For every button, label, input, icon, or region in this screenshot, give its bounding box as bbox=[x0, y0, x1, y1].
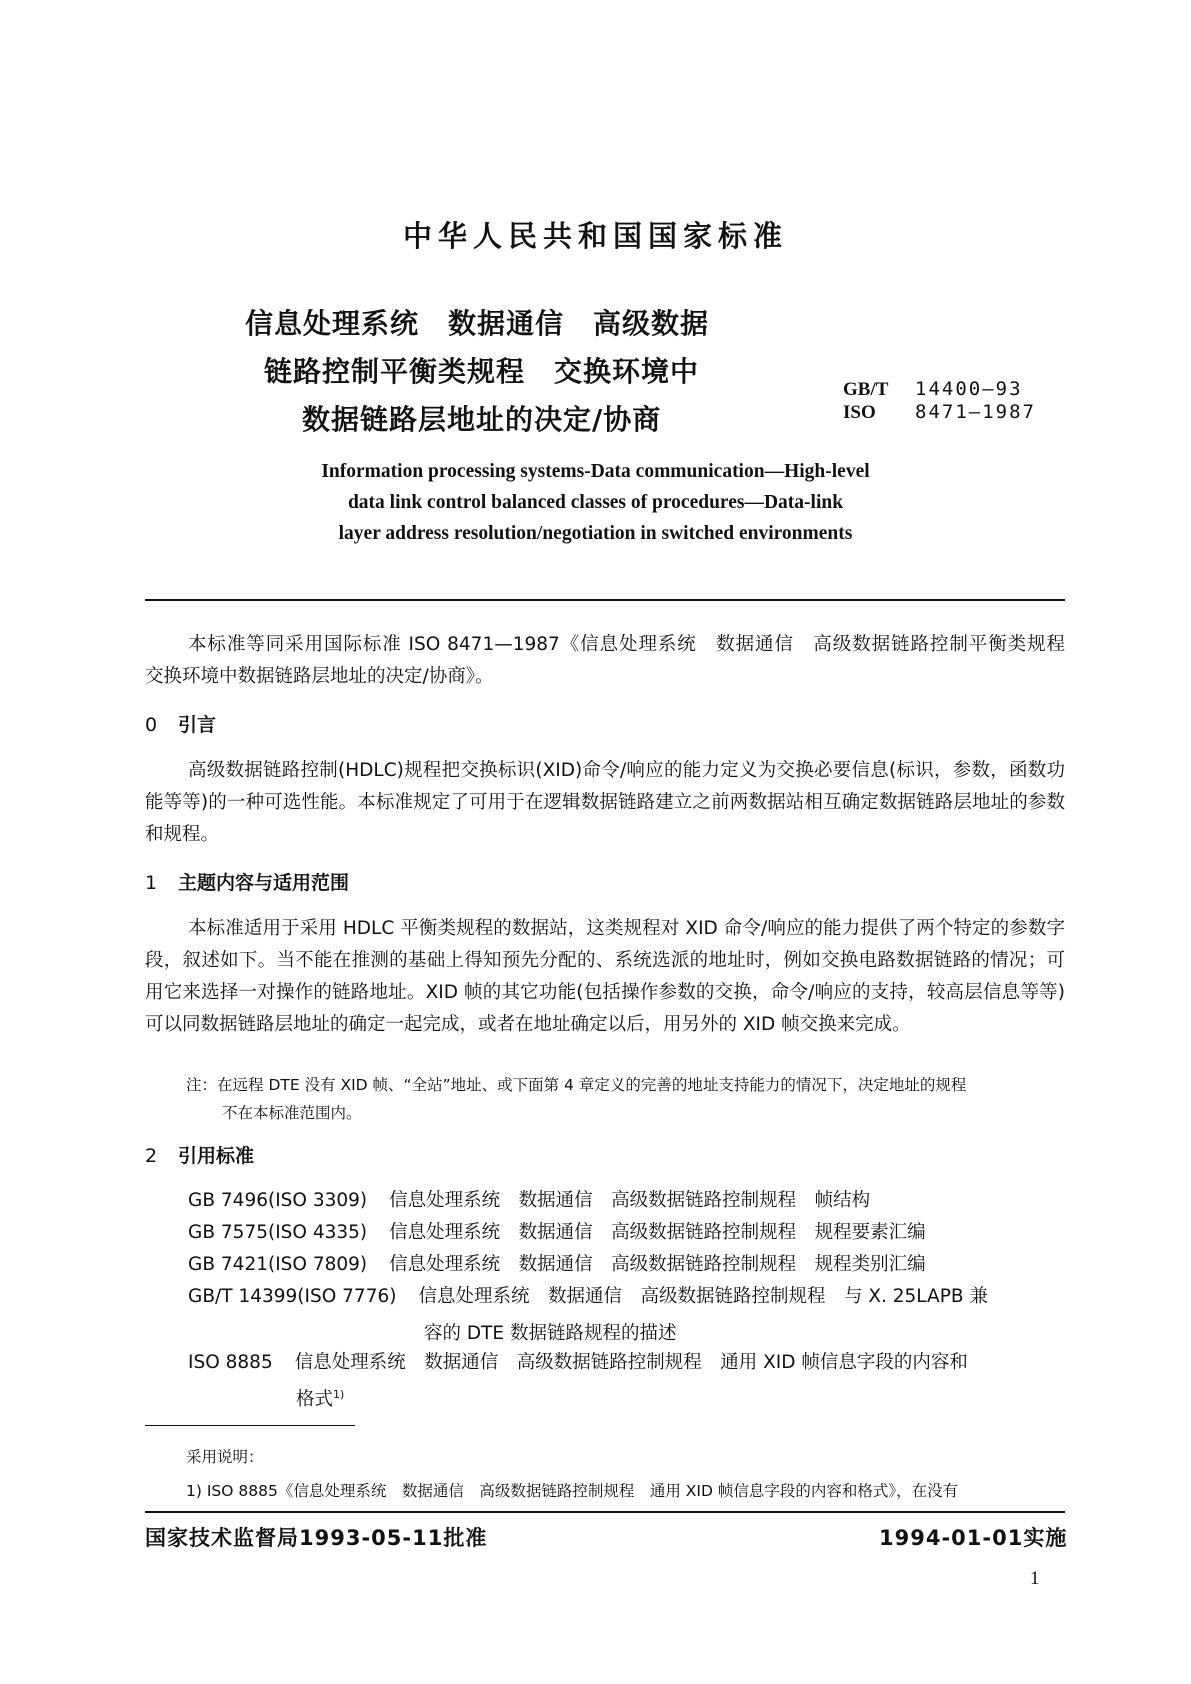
english-title-line-3: layer address resolution/negotiation in switched environments bbox=[338, 523, 853, 544]
section-0-number: 0 bbox=[145, 714, 158, 736]
section-0-title: 引言 bbox=[178, 714, 217, 736]
reference-continuation bbox=[296, 1385, 344, 1411]
reference-title: 信息处理系统 数据通信 高级数据链路控制规程 帧结构 bbox=[389, 1190, 871, 1211]
gbt-code-line bbox=[843, 378, 1036, 401]
section-2-number: 2 bbox=[145, 1145, 158, 1167]
footer-divider bbox=[145, 1511, 1065, 1513]
section-1-paragraph: 本标准适用于采用 HDLC 平衡类规程的数据站，这类规程对 XID 命令/响应的能力提供了两个特定的参数字段，叙述如下。当不能在推测的基础上得知预先分配的、系统选派的地址时，例如交换电路数据链路的情况；可用它来选择一对操作的链路地址。XID 帧的其它功能(包括操作参数的交换，命令/响应的支持，较高层信息等等)可以同数据链路层地址的确定一起完成，或者在地址确定以后，用另外的 XID 帧交换来完成。 bbox=[145, 918, 1065, 1035]
reference-code: GB/T 14399(ISO 7776) bbox=[188, 1286, 397, 1307]
chinese-title-line-1: 信息处理系统 数据通信 高级数据 bbox=[245, 307, 710, 340]
reference-item bbox=[188, 1185, 870, 1217]
standard-code-block bbox=[843, 378, 1036, 424]
reference-code: ISO 8885 bbox=[188, 1352, 273, 1373]
reference-item bbox=[188, 1281, 988, 1313]
footnote-marker[interactable]: 1) bbox=[333, 1387, 345, 1401]
note-line-1 bbox=[186, 1071, 1065, 1099]
reference-item bbox=[188, 1217, 926, 1249]
reference-title: 信息处理系统 数据通信 高级数据链路控制规程 规程要素汇编 bbox=[389, 1222, 926, 1243]
effective-date-line: 1994-01-01实施 bbox=[879, 1526, 1068, 1550]
iso-code-value: 8471—1987 bbox=[915, 401, 1036, 423]
reference-continuation-text: 格式 bbox=[296, 1389, 334, 1410]
gbt-code-value: 14400—93 bbox=[915, 378, 1023, 400]
section-2-heading bbox=[145, 1141, 254, 1168]
iso-code-label: ISO bbox=[843, 402, 876, 423]
english-title-line-2: data link control balanced classes of procedures—Data-link bbox=[347, 492, 844, 513]
note-label: 注： bbox=[186, 1076, 218, 1094]
footnote-label: 采用说明： bbox=[186, 1448, 264, 1466]
section-1-note bbox=[186, 1071, 1065, 1127]
section-1-title: 主题内容与适用范围 bbox=[178, 872, 350, 894]
footnote-marker-label: 1) bbox=[186, 1482, 202, 1500]
footnote-divider bbox=[145, 1425, 355, 1426]
note-line-2: 不在本标准范围内。 bbox=[222, 1104, 362, 1122]
intro-paragraph: 本标准等同采用国际标准 ISO 8471—1987《信息处理系统 数据通信 高级数据链路控制平衡类规程 交换环境中数据链路层地址的决定/协商》。 bbox=[145, 634, 1084, 687]
reference-code: GB 7496(ISO 3309) bbox=[188, 1190, 368, 1211]
section-2-title: 引用标准 bbox=[178, 1145, 255, 1167]
reference-title: 信息处理系统 数据通信 高级数据链路控制规程 规程类别汇编 bbox=[389, 1254, 926, 1275]
footnote-text-line bbox=[186, 1479, 958, 1501]
footnote-text: ISO 8885《信息处理系统 数据通信 高级数据链路控制规程 通用 XID 帧信息字段的内容和格式》，在没有 bbox=[206, 1482, 959, 1500]
page-number: 1 bbox=[1030, 1568, 1040, 1589]
reference-code: GB 7421(ISO 7809) bbox=[188, 1254, 368, 1275]
reference-item bbox=[188, 1347, 968, 1379]
chinese-title-line-2: 链路控制平衡类规程 交换环境中 bbox=[264, 355, 700, 388]
reference-continuation: 容的 DTE 数据链路规程的描述 bbox=[424, 1323, 677, 1344]
reference-code: GB 7575(ISO 4335) bbox=[188, 1222, 368, 1243]
section-0-heading bbox=[145, 710, 216, 737]
note-line-1-text: 在远程 DTE 没有 XID 帧、“全站”地址、或下面第 4 章定义的完善的地址支持能力的情况下，决定地址的规程 bbox=[217, 1076, 967, 1094]
section-1-number: 1 bbox=[145, 872, 158, 894]
gbt-code-label: GB/T bbox=[843, 379, 889, 400]
reference-title: 信息处理系统 数据通信 高级数据链路控制规程 与 X. 25LAPB 兼 bbox=[418, 1286, 988, 1307]
header-divider bbox=[145, 599, 1065, 601]
iso-code-line bbox=[843, 401, 1036, 424]
english-title-line-1: Information processing systems-Data communication—High-level bbox=[321, 461, 870, 482]
reference-title: 信息处理系统 数据通信 高级数据链路控制规程 通用 XID 帧信息字段的内容和 bbox=[294, 1352, 968, 1373]
section-1-heading bbox=[145, 868, 349, 895]
chinese-title-line-3: 数据链路层地址的决定/协商 bbox=[302, 403, 662, 436]
national-standard-heading: 中华人民共和国国家标准 bbox=[402, 219, 788, 253]
reference-item bbox=[188, 1249, 926, 1281]
approval-line: 国家技术监督局1993-05-11批准 bbox=[145, 1526, 488, 1550]
section-0-paragraph: 高级数据链路控制(HDLC)规程把交换标识(XID)命令/响应的能力定义为交换必要信息(标识，参数，函数功能等等)的一种可选性能。本标准规定了可用于在逻辑数据链路建立之前两数据站相互确定数据链路层地址的参数和规程。 bbox=[145, 760, 1065, 845]
